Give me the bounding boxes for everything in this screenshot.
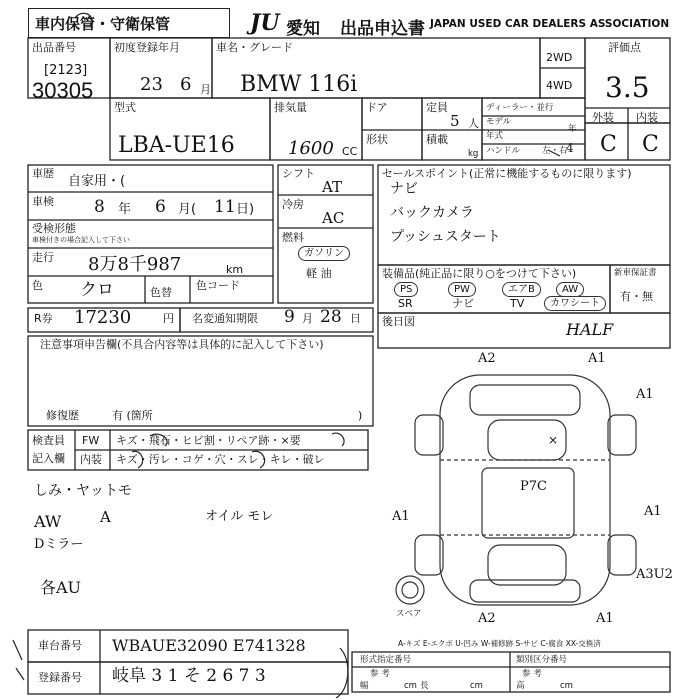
grade-int-label: 内装 (636, 111, 658, 124)
repair-label: 修復歴 (46, 409, 79, 422)
remark: 各AU (40, 578, 82, 597)
cert-type-label: 形式指定番号 (360, 655, 412, 665)
reg-number-label: 登録番号 (38, 671, 82, 684)
insp-m: 月( (178, 202, 197, 217)
transfer-month: 9 (284, 307, 295, 327)
handle-label: ハンドル (486, 146, 521, 156)
handle-mark: 4 (566, 141, 574, 155)
transfer-label: 名変通知期限 (192, 312, 258, 325)
int-issues: キズ・汚レ・コゲ・穴・スレ・キレ・破レ (116, 453, 325, 466)
org-name: 愛知 (286, 19, 320, 39)
drive-4wd: 4WD (546, 79, 573, 92)
width-label: 幅 (360, 681, 369, 691)
remark: オイル モレ (205, 509, 274, 524)
insp-month: 6 (155, 197, 166, 217)
equip-ps: PS (394, 282, 418, 297)
history-label: 車歴 (32, 167, 54, 180)
grade-int: C (642, 132, 659, 157)
damage-mark: × (548, 433, 559, 447)
damage-mark: A1 (588, 351, 606, 366)
load-label: 積載 (426, 133, 448, 146)
mileage-value: 8万8千987 (88, 254, 182, 275)
model-value: LBA-UE16 (118, 133, 235, 158)
transfer-d: 日 (350, 312, 361, 325)
inspector-label: 検査員 (32, 434, 65, 447)
chassis-value: WBAUE32090 E741328 (112, 636, 306, 655)
model-year-label: モデル (486, 117, 512, 127)
year-suffix: 年 (568, 124, 577, 134)
sales-item: プッシュスタート (390, 229, 501, 245)
length-label: 長 (420, 681, 429, 691)
capacity-label: 定員 (426, 101, 448, 114)
doors-label: ドア (366, 101, 388, 114)
grade-ext-label: 外装 (592, 111, 614, 124)
warranty-value: 有・無 (620, 290, 653, 303)
int-label: 内装 (80, 453, 102, 466)
inspector-label2: 記入欄 (32, 452, 65, 465)
equip-aw: AW (556, 282, 584, 297)
reg-month: 6 (180, 74, 192, 95)
lot-label: 出品番号 (32, 41, 76, 54)
disp-label: 排気量 (274, 101, 307, 114)
damage-mark: P7C (520, 479, 547, 494)
handle-side: 左・右 (542, 146, 568, 156)
color-change: 色替 (150, 286, 172, 299)
reg-number-value: 岐阜 3 1 そ 2 6 7 3 (112, 666, 266, 686)
equip-navi: ナビ (452, 297, 474, 310)
repair-close: ) (358, 409, 363, 422)
reg-year: 23 (140, 74, 163, 95)
remark: AW (34, 512, 62, 531)
color-value: クロ (80, 280, 114, 300)
fuel-diesel: 軽 油 (306, 267, 332, 280)
model-label: 型式 (114, 101, 136, 114)
warranty-label: 新車保証書 (614, 268, 657, 278)
car-name: BMW 116i (240, 72, 358, 97)
load-unit: kg (468, 149, 479, 159)
ref-label: 参 考 (522, 669, 542, 679)
sales-item: バックカメラ (390, 205, 474, 221)
ju-logo: JU (250, 10, 280, 36)
mileage-label: 走行 (32, 251, 54, 264)
equip-pw: PW (448, 282, 476, 297)
chassis-label: 車台番号 (38, 639, 82, 652)
notes-label: 注意事項申告欄(不具合内容等は具体的に記入して下さい) (40, 338, 324, 351)
cert-class-label: 類別区分番号 (516, 655, 568, 665)
lot-sub: [2123] (44, 63, 88, 78)
damage-mark: A3U2 (636, 567, 673, 582)
shift-label: シフト (282, 167, 315, 180)
insp-y: 年 (118, 202, 132, 217)
insp-d: 日) (236, 202, 255, 217)
disp-value: 1600 (288, 138, 334, 159)
inspection-label: 車検 (32, 195, 54, 208)
remark: A (100, 508, 111, 526)
insp-day: 11 (214, 197, 236, 217)
receipt-sub: 車検付きの場合記入して下さい (32, 236, 130, 244)
grade-ext: C (600, 132, 617, 157)
history-value: 自家用・( (68, 174, 126, 189)
damage-mark: A2 (478, 611, 496, 626)
aircon-label: 冷房 (282, 198, 304, 211)
equip-airbag: エアB (502, 282, 541, 297)
ext-issues: キズ・飛石・ヒビ割・リペア跡・×要 (116, 434, 301, 447)
equip-sr: SR (398, 297, 413, 310)
repair-value: 有 (箇所 (112, 409, 153, 422)
fuel-gas: ガソリン (298, 246, 350, 261)
spare-label: スペア (396, 609, 422, 619)
reg-date-label: 初度登録年月 (114, 41, 180, 54)
ref-label: 参 考 (370, 669, 390, 679)
shape-label: 形状 (366, 133, 388, 146)
capacity-value: 5 (450, 112, 460, 130)
damage-mark: A2 (478, 351, 496, 366)
fuel-label: 燃料 (282, 231, 304, 244)
drive-2wd: 2WD (546, 51, 573, 64)
equip-leather: カワシート (544, 296, 606, 311)
sales-item: ナビ (390, 181, 418, 197)
year-label: 年式 (486, 131, 504, 141)
form-title: 出品申込書 (340, 19, 425, 39)
damage-mark: A1 (392, 509, 410, 524)
sales-label: セールスポイント(正常に機能するものに限ります) (382, 167, 632, 180)
mileage-unit: km (226, 263, 244, 276)
recycle-unit: 円 (163, 312, 174, 325)
recycle-value: 17230 (74, 307, 132, 328)
capacity-unit: 人 (468, 117, 479, 130)
remark: しみ・ヤットモ (34, 483, 132, 499)
assoc-name: JAPAN USED CAR DEALERS ASSOCIATION (430, 18, 670, 30)
fw-label: FW (82, 434, 100, 447)
cm-label: cm (560, 681, 573, 691)
shift-value: AT (322, 178, 343, 196)
disp-unit: CC (342, 145, 358, 158)
cm-label: cm (404, 681, 417, 691)
rear-label: 後日図 (382, 315, 415, 328)
equip-tv: TV (510, 297, 525, 310)
insp-year: 8 (94, 197, 105, 217)
transfer-m: 月 (302, 312, 313, 325)
height-label: 高 (516, 681, 525, 691)
rear-value: HALF (566, 320, 614, 339)
lot-number: 30305 (32, 78, 94, 103)
equip-label: 装備品(純正品に限り○をつけて下さい) (382, 267, 577, 280)
cm-label: cm (470, 681, 483, 691)
recycle-label: R券 (34, 312, 53, 325)
grade-score: 3.5 (605, 71, 650, 104)
name-label: 車名・グレード (216, 41, 293, 54)
legend: A-キズ E-エクボ U-凹み W-補修跡 S-サビ C-腐食 XX-交換済 (398, 639, 601, 648)
transfer-day: 28 (320, 307, 342, 327)
storage-header: 車内保管・守衛保管 (28, 8, 230, 38)
receipt-label: 受検形態 (32, 222, 76, 235)
grade-label: 評価点 (608, 41, 641, 54)
remark: Dミラー (34, 537, 84, 552)
dealer-label: ディーラー・並行 (486, 103, 554, 113)
color-label: 色 (32, 279, 43, 292)
damage-mark: A1 (636, 387, 654, 402)
damage-mark: A1 (644, 504, 662, 519)
aircon-value: AC (322, 209, 345, 227)
color-code-label: 色コード (196, 279, 240, 292)
reg-month-unit: 月 (200, 83, 211, 96)
damage-mark: A1 (596, 611, 614, 626)
